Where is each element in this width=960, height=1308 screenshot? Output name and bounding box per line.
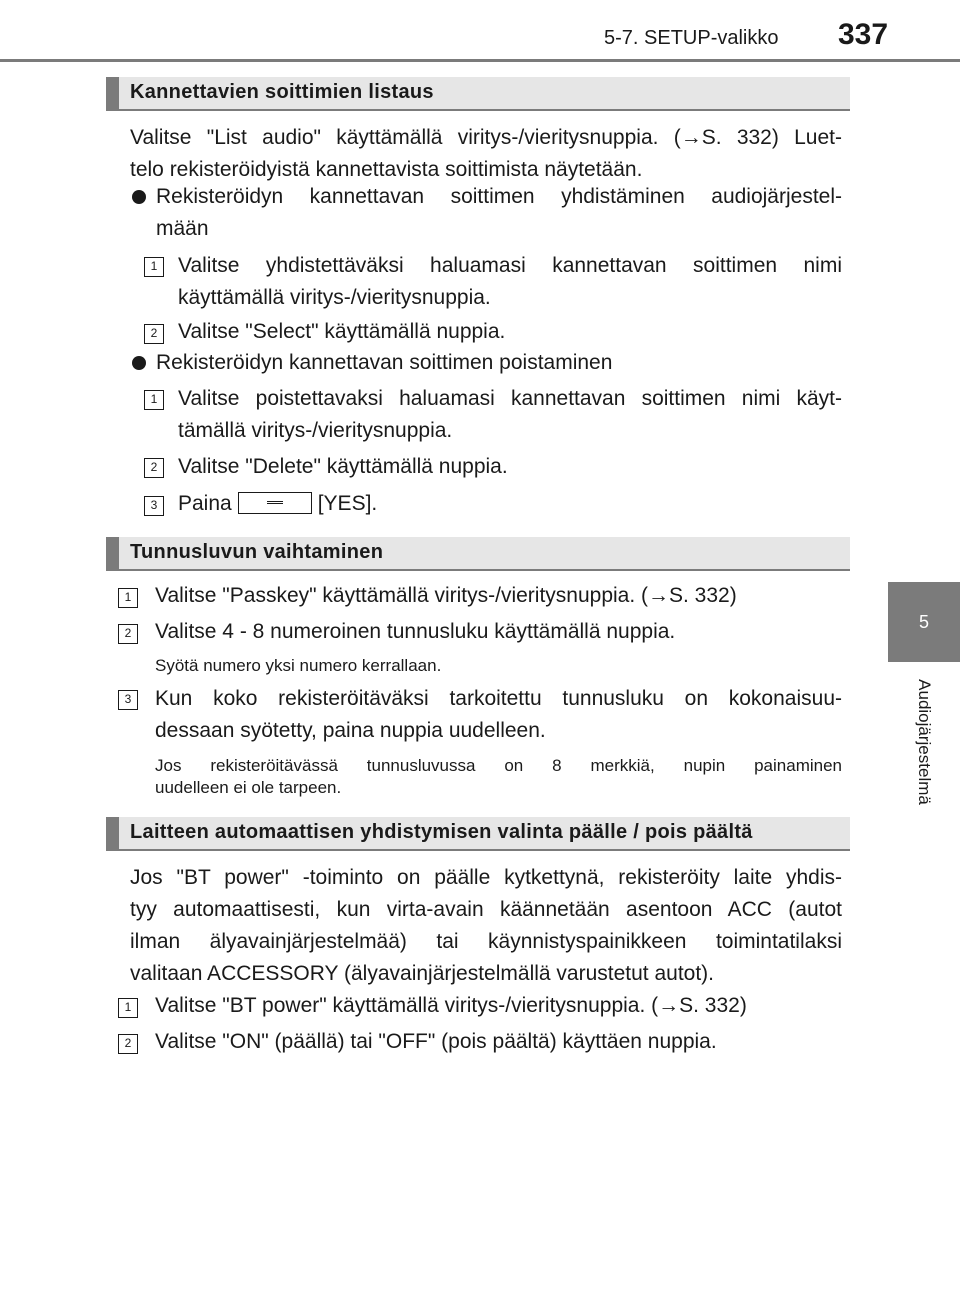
step-note: uudelleen ei ole tarpeen.	[155, 778, 342, 797]
paragraph: tyy automaattisesti, kun virta-avain käännetään asentoon ACC (autot	[130, 898, 842, 921]
bullet-icon	[132, 190, 146, 204]
paragraph: ilman älyavainjärjestelmää) tai käynnistyspainikkeen toimintatilaksi	[130, 930, 842, 953]
step-text: Valitse "Delete" käyttämällä nuppia.	[178, 455, 508, 478]
step-number-icon: 2	[118, 624, 138, 644]
step-text: Kun koko rekisteröitäväksi tarkoitettu tunnusluku on kokonaisuu-	[155, 687, 842, 710]
section-heading: Laitteen automaattisen yhdistymisen valinta päälle / pois päältä	[106, 817, 850, 851]
step-text: käyttämällä viritys-/vieritysnuppia.	[178, 286, 491, 309]
step-note: Syötä numero yksi numero kerrallaan.	[155, 656, 442, 675]
bullet-icon	[132, 356, 146, 370]
step-number-icon: 1	[118, 998, 138, 1018]
chapter-tab-number: 5	[888, 582, 960, 662]
step-text: Valitse "Select" käyttämällä nuppia.	[178, 320, 506, 343]
step-text: Valitse "BT power" käyttämällä viritys-/vieritysnuppia. (→S. 332)	[155, 994, 747, 1017]
phone-button-icon	[238, 492, 312, 514]
step-number-icon: 1	[144, 390, 164, 410]
paragraph: valitaan ACCESSORY (älyavainjärjestelmällä varustetut autot).	[130, 962, 715, 985]
step-text: tämällä viritys-/vieritysnuppia.	[178, 419, 453, 442]
section-heading: Tunnusluvun vaihtaminen	[106, 537, 850, 571]
paragraph: Jos "BT power" -toiminto on päälle kytkettynä, rekisteröity laite yhdis-	[130, 866, 842, 889]
step-text: Valitse "ON" (päällä) tai "OFF" (pois päältä) käyttäen nuppia.	[155, 1030, 717, 1053]
paragraph: Valitse "List audio" käyttämällä viritys-/vieritysnuppia. (→S. 332) Luet-	[130, 126, 842, 149]
header-rule	[0, 59, 960, 62]
step-text: dessaan syötetty, paina nuppia uudelleen.	[155, 719, 546, 742]
page-number: 337	[838, 18, 889, 51]
paragraph: telo rekisteröidyistä kannettavista soittimista näytetään.	[130, 158, 643, 181]
step-number-icon: 3	[144, 496, 164, 516]
chapter-tab-label: Audiojärjestelmä	[915, 679, 934, 805]
step-number-icon: 2	[118, 1034, 138, 1054]
step-number-icon: 3	[118, 690, 138, 710]
running-header-section: 5-7. SETUP-valikko	[604, 27, 779, 49]
step-text: Valitse yhdistettäväksi haluamasi kannettavan soittimen nimi	[178, 254, 842, 277]
step-number-icon: 1	[144, 257, 164, 277]
step-text: Valitse "Passkey" käyttämällä viritys-/vieritysnuppia. (→S. 332)	[155, 584, 737, 607]
bullet-text: mään	[156, 217, 209, 240]
step-note: Jos rekisteröitävässä tunnusluvussa on 8 merkkiä, nupin painaminen	[155, 756, 842, 775]
step-text: Valitse 4 - 8 numeroinen tunnusluku käyttämällä nuppia.	[155, 620, 676, 643]
step-number-icon: 1	[118, 588, 138, 608]
bullet-text: Rekisteröidyn kannettavan soittimen yhdistäminen audiojärjestel-	[156, 185, 842, 208]
step-text: Paina [YES].	[178, 492, 378, 515]
step-text: Valitse poistettavaksi haluamasi kannettavan soittimen nimi käyt-	[178, 387, 842, 410]
step-number-icon: 2	[144, 324, 164, 344]
section-heading: Kannettavien soittimien listaus	[106, 77, 850, 111]
step-number-icon: 2	[144, 458, 164, 478]
bullet-text: Rekisteröidyn kannettavan soittimen poistaminen	[156, 351, 613, 374]
